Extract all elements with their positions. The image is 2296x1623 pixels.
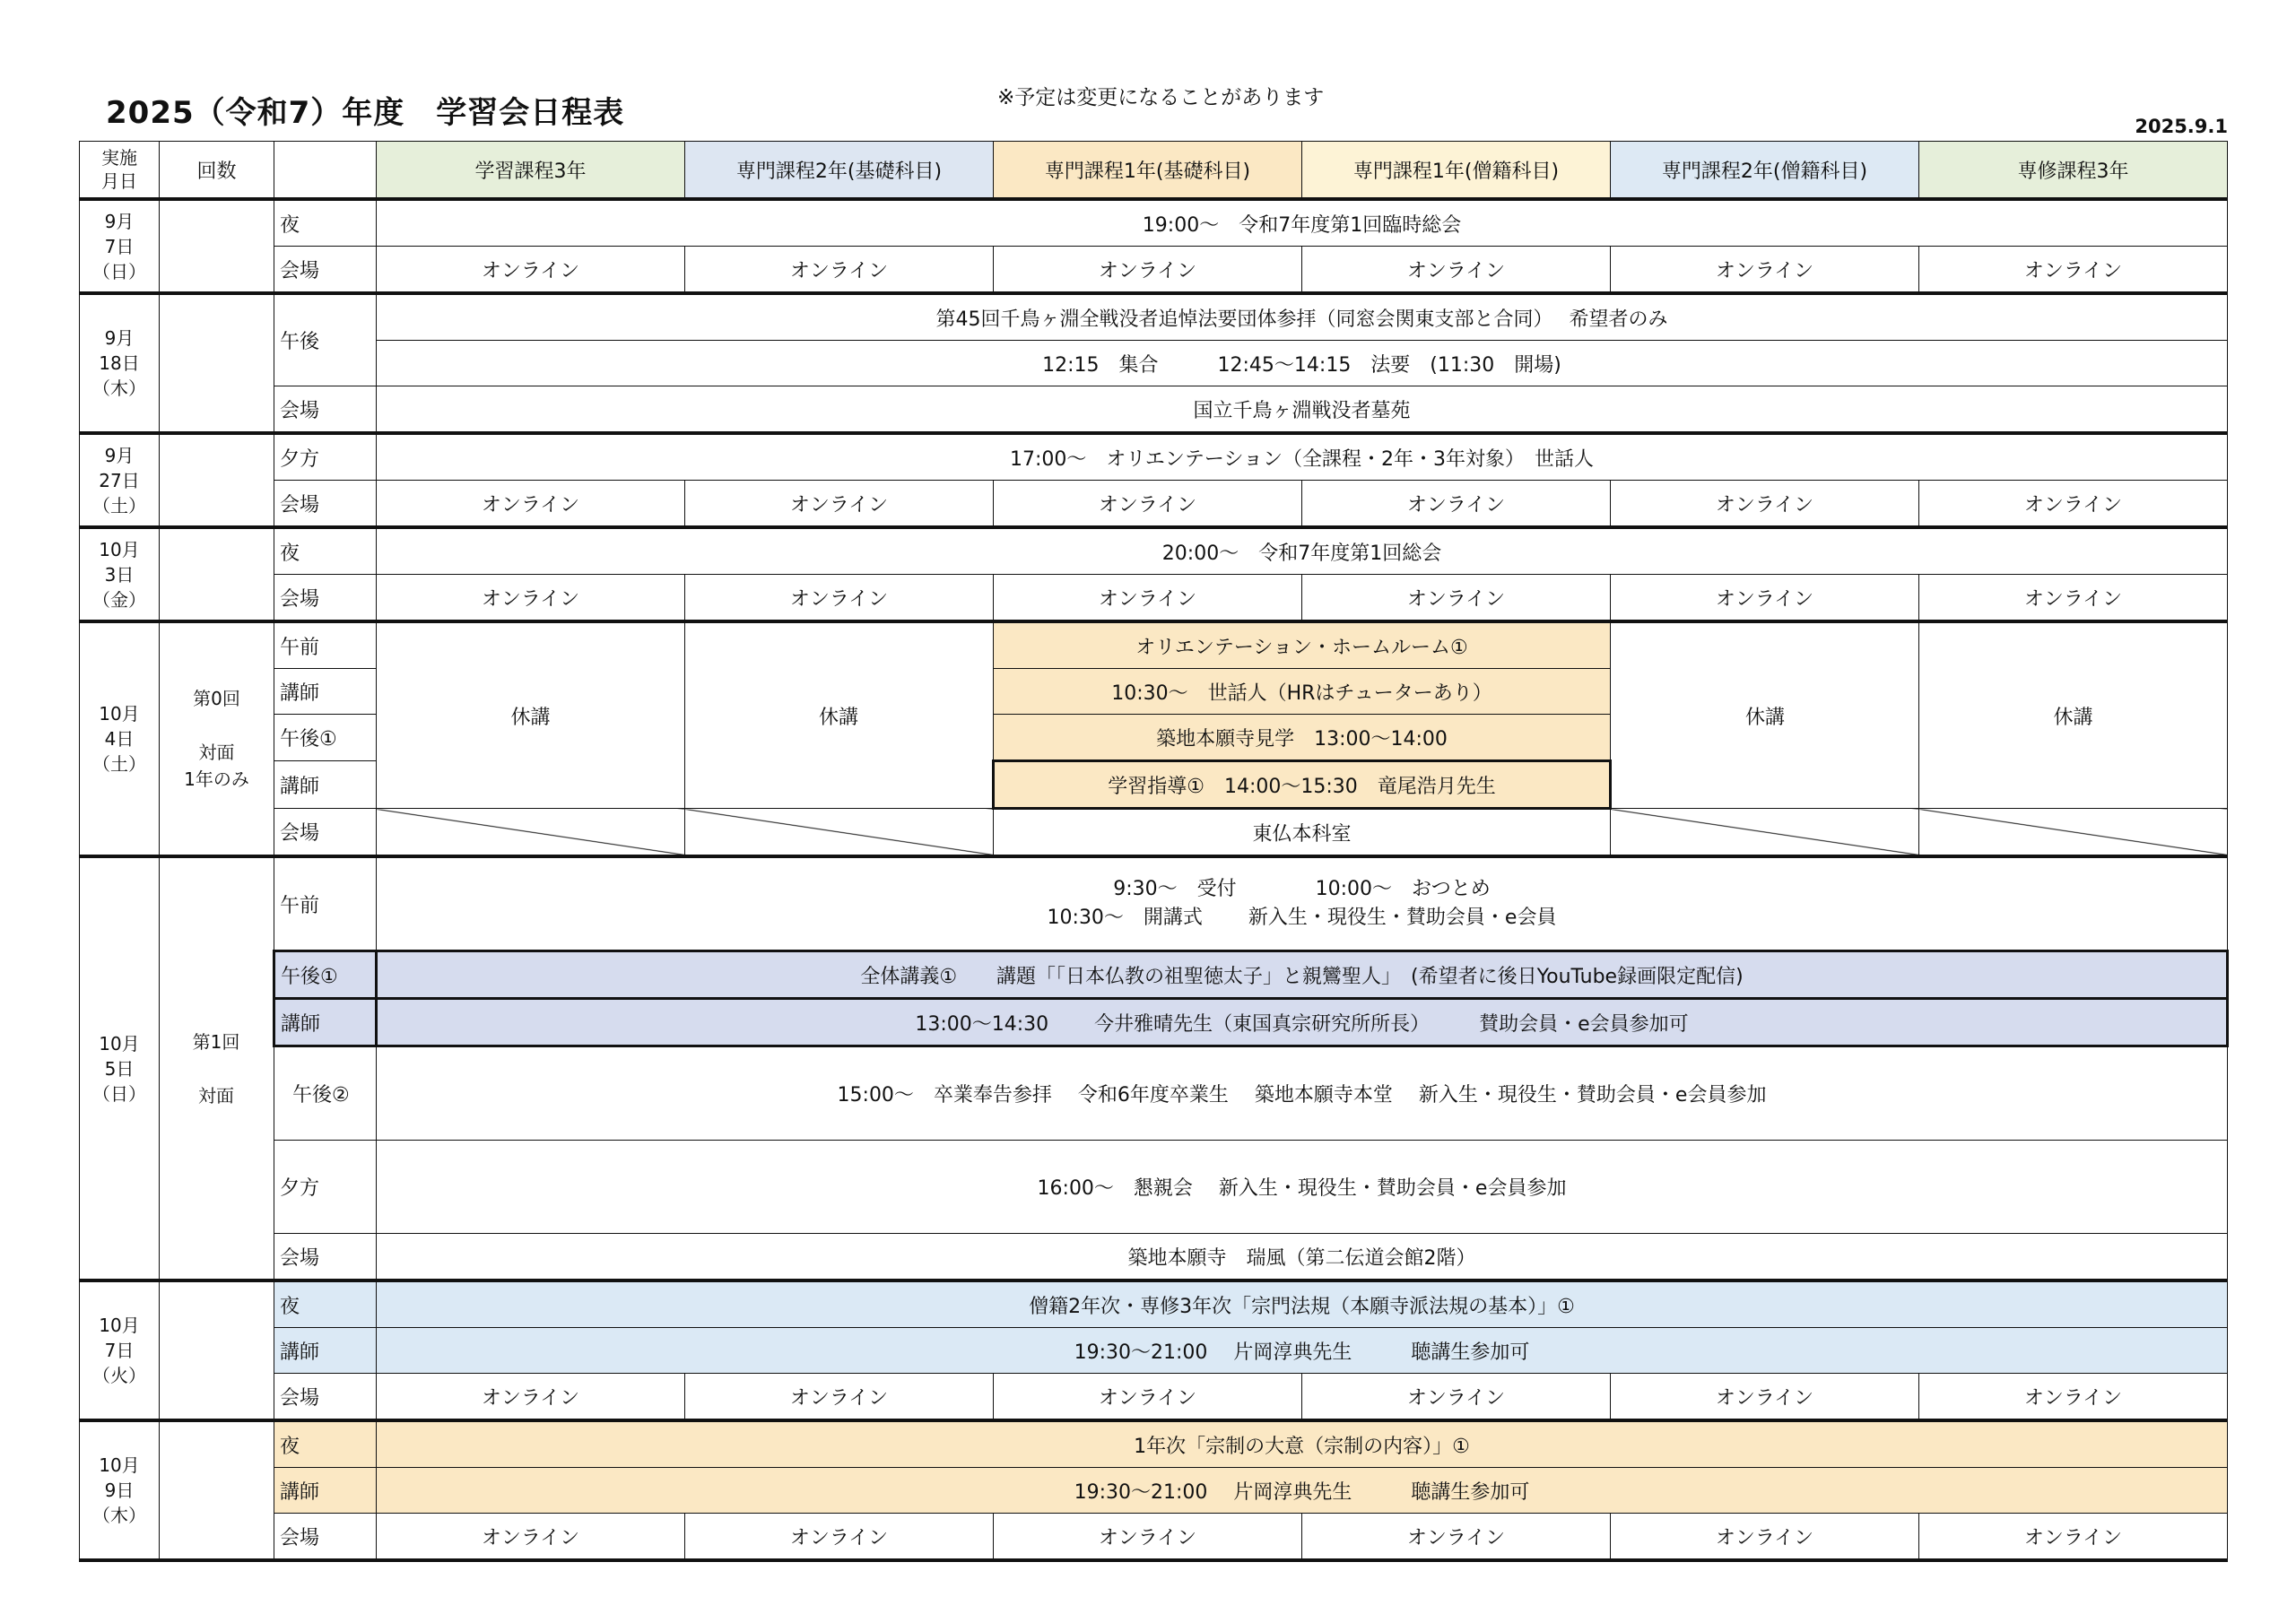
issue-date: 2025.9.1: [2135, 116, 2228, 137]
venue-cell: オンライン: [685, 1374, 994, 1421]
venue-cell: オンライン: [377, 575, 685, 622]
venue-cell: オンライン: [1302, 575, 1611, 622]
venue-cell: オンライン: [1611, 247, 1919, 294]
empty-diagonal-cell: [377, 809, 685, 857]
venue-cell: オンライン: [1919, 247, 2228, 294]
venue-cell: オンライン: [994, 575, 1302, 622]
slot-label: 夜: [274, 1280, 377, 1328]
event-cell: オリエンテーション・ホームルーム①: [994, 621, 1611, 669]
event-cell: 20:00〜 令和7年度第1回総会: [377, 527, 2228, 575]
slot-label: 午後①: [274, 951, 377, 999]
cancel-cell: 休講: [377, 621, 685, 809]
slot-label: 会場: [274, 809, 377, 857]
morning-line-2: 10:30〜 開講式 新入生・現役生・賛助会員・e会員: [1047, 907, 1557, 929]
date-cell: 9月 7日 （日）: [80, 199, 160, 293]
venue-cell: オンライン: [994, 1374, 1302, 1421]
venue-cell: オンライン: [1611, 575, 1919, 622]
slot-label: 講師: [274, 669, 377, 715]
venue-cell: オンライン: [377, 247, 685, 294]
event-cell: 全体講義① 講題「「日本仏教の祖聖徳太子」と親鸞聖人」 (希望者に後日YouTube録画限定配信): [377, 951, 2228, 999]
venue-cell: 東仏本科室: [994, 809, 1611, 857]
slot-label: 会場: [274, 481, 377, 528]
slot-label: 会場: [274, 247, 377, 294]
round-cell: [160, 1280, 274, 1420]
event-cell: 15:00〜 卒業奉告参拝 令和6年度卒業生 築地本願寺本堂 新入生・現役生・賛助会員・e会員参加: [377, 1046, 2228, 1141]
venue-cell: 築地本願寺 瑞風（第二伝道会館2階）: [377, 1234, 2228, 1281]
empty-diagonal-cell: [1611, 809, 1919, 857]
venue-cell: オンライン: [377, 481, 685, 528]
round-cell: [160, 199, 274, 293]
slot-label: 夜: [274, 199, 377, 247]
slot-label: 講師: [274, 1468, 377, 1514]
slot-label: 講師: [274, 761, 377, 809]
empty-diagonal-cell: [1919, 809, 2228, 857]
venue-cell: オンライン: [994, 247, 1302, 294]
event-cell: 第45回千鳥ヶ淵全戦没者追悼法要団体参拝（同窓会関東支部と合同） 希望者のみ: [377, 293, 2228, 341]
venue-cell: オンライン: [685, 481, 994, 528]
header-course-2: 専門課程2年(基礎科目): [685, 142, 994, 200]
slot-label: 夕方: [274, 433, 377, 481]
venue-cell: オンライン: [685, 1514, 994, 1561]
event-cell: 16:00〜 懇親会 新入生・現役生・賛助会員・e会員参加: [377, 1141, 2228, 1234]
venue-cell: オンライン: [1919, 481, 2228, 528]
venue-cell: オンライン: [377, 1374, 685, 1421]
group-1009: [80, 1420, 2228, 1560]
round-cell: [160, 293, 274, 433]
venue-cell: オンライン: [377, 1514, 685, 1561]
slot-label: 午後①: [274, 715, 377, 761]
event-cell: 10:30〜 世話人（HRはチューターあり）: [994, 669, 1611, 715]
round-cell: 第0回 対面 1年のみ: [160, 621, 274, 856]
slot-label: 講師: [274, 999, 377, 1046]
event-cell: [377, 856, 2228, 951]
schedule-table: [79, 141, 2229, 1562]
venue-cell: オンライン: [1302, 481, 1611, 528]
venue-cell: オンライン: [1611, 1514, 1919, 1561]
round-cell: 第1回 対面: [160, 856, 274, 1280]
event-cell: 12:15 集合 12:45〜14:15 法要 (11:30 開場): [377, 341, 2228, 386]
slot-label: 夕方: [274, 1141, 377, 1234]
venue-cell: オンライン: [1919, 1374, 2228, 1421]
header-course-6: 専修課程3年: [1919, 142, 2228, 200]
venue-cell: オンライン: [685, 575, 994, 622]
page-title: 2025（令和7）年度 学習会日程表: [106, 95, 625, 131]
slot-label: 午後: [274, 293, 377, 386]
slot-label: 会場: [274, 575, 377, 622]
empty-diagonal-cell: [685, 809, 994, 857]
venue-cell: オンライン: [994, 1514, 1302, 1561]
cancel-cell: 休講: [1919, 621, 2228, 809]
header-date: 実施月日: [80, 142, 160, 200]
cancel-cell: 休講: [1611, 621, 1919, 809]
date-cell: 10月 4日 （土）: [80, 621, 160, 856]
group-1007: [80, 1280, 2228, 1420]
event-cell: 築地本願寺見学 13:00〜14:00: [994, 715, 1611, 761]
venue-cell: オンライン: [1919, 1514, 2228, 1561]
date-cell: 10月 9日 （木）: [80, 1420, 160, 1560]
group-0918: [80, 293, 2228, 433]
group-1004: [80, 621, 2228, 856]
header-course-4: 専門課程1年(僧籍科目): [1302, 142, 1611, 200]
event-cell: 17:00〜 オリエンテーション（全課程・2年・3年対象） 世話人: [377, 433, 2228, 481]
venue-cell: 国立千鳥ヶ淵戦没者墓苑: [377, 386, 2228, 434]
event-cell: 僧籍2年次・専修3年次「宗門法規（本願寺派法規の基本）」①: [377, 1280, 2228, 1328]
group-1003: [80, 527, 2228, 621]
venue-cell: オンライン: [1611, 481, 1919, 528]
venue-cell: オンライン: [685, 247, 994, 294]
date-cell: 9月 18日 （木）: [80, 293, 160, 433]
venue-cell: オンライン: [994, 481, 1302, 528]
header-course-3: 専門課程1年(基礎科目): [994, 142, 1302, 200]
slot-label: 会場: [274, 1514, 377, 1561]
group-1005: [80, 856, 2228, 1280]
cancel-cell: 休講: [685, 621, 994, 809]
group-0927: [80, 433, 2228, 527]
round-cell: [160, 433, 274, 527]
header-row: [80, 142, 2228, 200]
venue-cell: オンライン: [1611, 1374, 1919, 1421]
event-cell: 19:30〜21:00 片岡淳典先生 聴講生参加可: [377, 1468, 2228, 1514]
venue-cell: オンライン: [1302, 1374, 1611, 1421]
venue-cell: オンライン: [1302, 247, 1611, 294]
slot-label: 午前: [274, 856, 377, 951]
group-0907: [80, 199, 2228, 293]
event-cell: 13:00〜14:30 今井雅晴先生（東国真宗研究所所長） 賛助会員・e会員参加可: [377, 999, 2228, 1046]
header-course-5: 専門課程2年(僧籍科目): [1611, 142, 1919, 200]
slot-label: 講師: [274, 1328, 377, 1374]
header-course-1: 学習課程3年: [377, 142, 685, 200]
morning-line-1: 9:30〜 受付 10:00〜 おつとめ: [1113, 878, 1491, 900]
slot-label: 会場: [274, 386, 377, 434]
slot-label: 午後②: [274, 1046, 377, 1141]
venue-cell: オンライン: [1302, 1514, 1611, 1561]
round-cell: [160, 527, 274, 621]
venue-cell: オンライン: [1919, 575, 2228, 622]
event-cell: 19:00〜 令和7年度第1回臨時総会: [377, 199, 2228, 247]
date-cell: 10月 7日 （火）: [80, 1280, 160, 1420]
slot-label: 夜: [274, 527, 377, 575]
date-cell: 9月 27日 （土）: [80, 433, 160, 527]
slot-label: 会場: [274, 1234, 377, 1281]
header-round: 回数: [160, 142, 274, 200]
slot-label: 会場: [274, 1374, 377, 1421]
slot-label: 夜: [274, 1420, 377, 1468]
event-cell: 1年次「宗制の大意（宗制の内容）」①: [377, 1420, 2228, 1468]
slot-label: 午前: [274, 621, 377, 669]
event-cell: 学習指導① 14:00〜15:30 竜尾浩月先生: [994, 761, 1611, 809]
round-cell: [160, 1420, 274, 1560]
header-blank: [274, 142, 377, 200]
date-cell: 10月 3日 （金）: [80, 527, 160, 621]
event-cell: 19:30〜21:00 片岡淳典先生 聴講生参加可: [377, 1328, 2228, 1374]
date-cell: 10月 5日 （日）: [80, 856, 160, 1280]
change-notice: ※予定は変更になることがあります: [997, 86, 1325, 109]
